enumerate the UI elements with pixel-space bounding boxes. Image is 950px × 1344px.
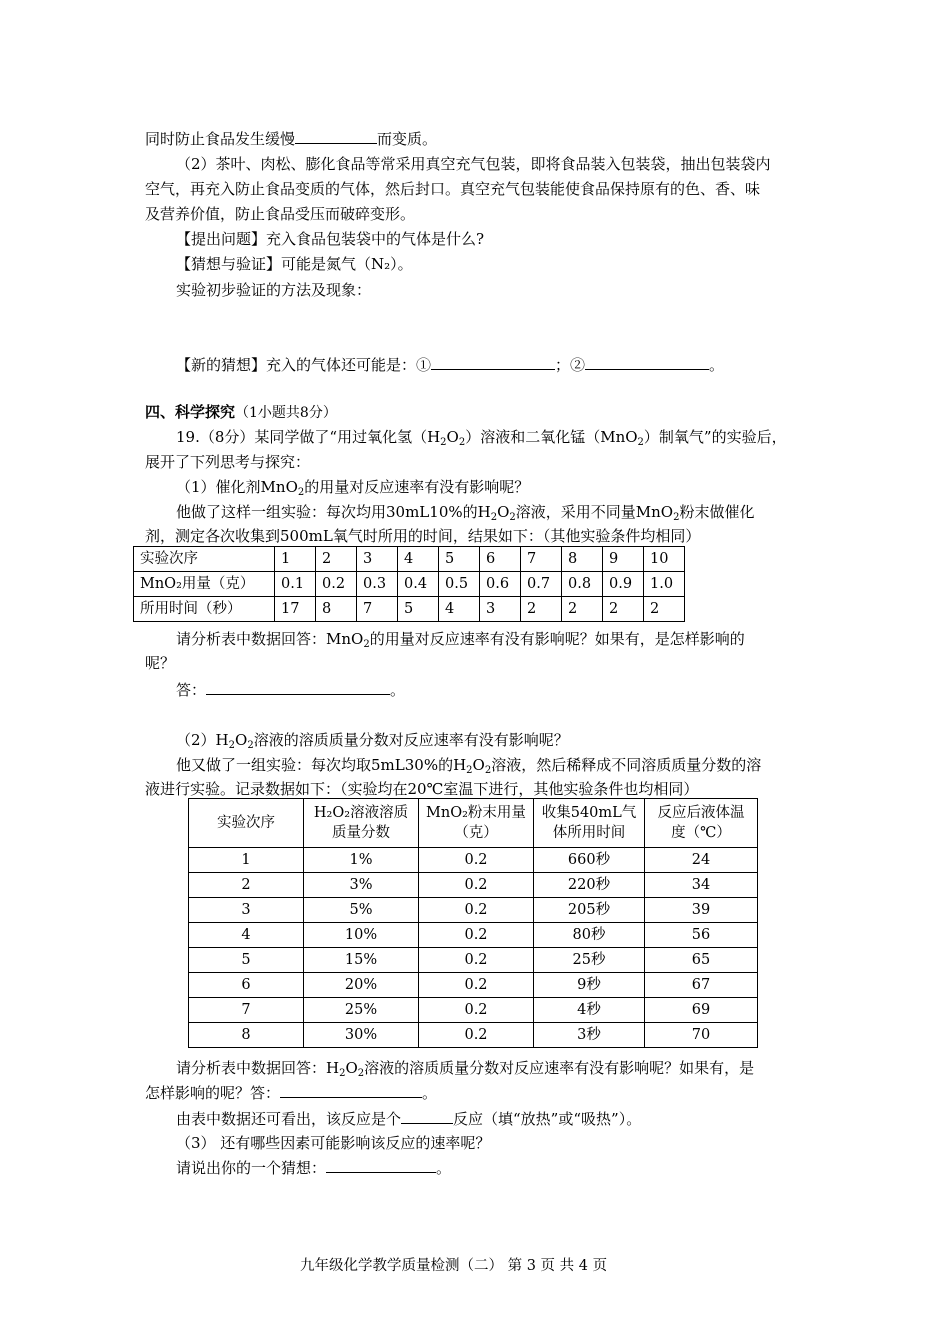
text: O [472, 756, 485, 774]
table-cell: 5 [189, 948, 304, 973]
section-heading [145, 402, 337, 423]
table-cell: 1 [275, 547, 316, 572]
table-cell: 8 [562, 547, 603, 572]
table-row [134, 572, 685, 597]
table-cell: 0.2 [419, 873, 534, 898]
sub-question-2: $(2)H_2O_2$溶液的溶质质量分数对反应速率有没有影响呢？ [176, 731, 569, 751]
text: O [235, 731, 248, 749]
table-cell: 205秒 [534, 898, 645, 923]
table-cell: 0.2 [419, 998, 534, 1023]
table-cell: 8 [316, 597, 357, 622]
guess-line: 【猜想与验证】可能是氮气（N₂）。 [176, 255, 413, 273]
text: 反应（填“放热”或“吸热”）。 [453, 1110, 642, 1128]
text: 他又做了一组实验：每次均取5mL30%的H [176, 756, 467, 774]
table-cell: MnO₂用量（克） [134, 572, 275, 597]
table-row [189, 1023, 758, 1048]
table-cell: 24 [645, 848, 758, 873]
guess-answer-line [176, 1157, 451, 1178]
question-line: 【提出问题】充入食品包装袋中的气体是什么? [176, 230, 485, 248]
text: ；② [555, 356, 586, 374]
paragraph-line: 剂，测定各次收集到500mL氧气时所用的时间，结果如下：（其他实验条件均相同） [145, 527, 701, 545]
text-line [145, 128, 437, 149]
paragraph-line: 及营养价值，防止食品受压而破碎变形。 [145, 205, 416, 223]
paragraph-line: 液进行实验。记录数据如下：（实验均在20℃室温下进行，其他实验条件也均相同） [145, 780, 699, 798]
table-cell: 660秒 [534, 848, 645, 873]
method-line: 实验初步验证的方法及现象： [176, 281, 372, 299]
h2o2-table [188, 798, 758, 1048]
table-cell: 0.7 [521, 572, 562, 597]
table-row [189, 848, 758, 873]
table-cell: 65 [645, 948, 758, 973]
section-title: 四、科学探究 [145, 403, 236, 421]
table-cell: 0.6 [480, 572, 521, 597]
header-cell: 实验次序 [189, 799, 304, 848]
table-cell: 0.2 [419, 948, 534, 973]
question-19-line: 19.（8分）某同学做了“用过氧化氢$(H_2O_2)$溶液和二氧化锰（MnO$_2$）制氧气”的实验后， [176, 428, 787, 448]
answer-blank-2[interactable] [585, 354, 709, 370]
table-cell: 3 [357, 547, 398, 572]
table-cell: 15% [304, 948, 419, 973]
table-cell: 2 [603, 597, 644, 622]
paragraph-line: （2）茶叶、肉松、膨化食品等常采用真空充气包装，即将食品装入包装袋，抽出包装袋内 [176, 155, 771, 173]
text: 怎样影响的呢？答： [145, 1084, 281, 1102]
table-cell: 56 [645, 923, 758, 948]
answer-2-line [145, 1082, 437, 1103]
table-header-row [189, 799, 758, 848]
table-cell: 34 [645, 873, 758, 898]
paragraph-line: 空气，再充入防止食品变质的气体，然后封口。真空充气包装能使食品保持原有的色、香、味 [145, 180, 761, 198]
table-cell: 6 [189, 973, 304, 998]
answer-blank[interactable] [206, 679, 390, 695]
table-cell: 4 [439, 597, 480, 622]
table-cell: 0.2 [316, 572, 357, 597]
analysis-1-line: 请分析表中数据回答：MnO$_2$的用量对反应速率有没有影响呢？如果有，是怎样影响的 [176, 630, 745, 650]
table-cell: 67 [645, 973, 758, 998]
table-cell: 20% [304, 973, 419, 998]
table-cell: 4 [398, 547, 439, 572]
header-cell: 反应后液体温 度（℃） [645, 799, 758, 848]
table-cell: 0.1 [275, 572, 316, 597]
sub-question-3: （3） 还有哪些因素可能影响该反应的速率呢？ [176, 1134, 491, 1152]
answer-blank[interactable] [326, 1157, 436, 1173]
text: ）溶液和二氧化锰（MnO [465, 428, 638, 446]
table-cell: 3% [304, 873, 419, 898]
table-cell: 70 [645, 1023, 758, 1048]
answer-blank[interactable] [401, 1108, 453, 1124]
text: 同时防止食品发生缓慢 [145, 130, 296, 148]
table-cell: 6 [480, 547, 521, 572]
table-cell: 0.2 [419, 848, 534, 873]
table-cell: 0.2 [419, 1023, 534, 1048]
text: 的用量对反应速率有没有影响呢？如果有，是怎样影响的 [369, 630, 745, 648]
header-cell: MnO₂粉末用量 （克） [419, 799, 534, 848]
table-cell: 10% [304, 923, 419, 948]
header-cell: 收集540mL气 体所用时间 [534, 799, 645, 848]
table-cell: 3 [189, 898, 304, 923]
table-row [134, 547, 685, 572]
section-note: （1小题共8分） [235, 405, 337, 421]
table-cell: 7 [357, 597, 398, 622]
experiment-2-line: 他又做了一组实验：每次均取5mL30%的$H_2O_2$溶液，然后稀释成不同溶质质量分数的溶 [176, 756, 762, 776]
text: O [345, 1059, 358, 1077]
table-cell: 30% [304, 1023, 419, 1048]
answer-1-line [176, 679, 405, 700]
text: 【新的猜想】充入的气体还可能是：① [176, 356, 432, 374]
table-cell: 5% [304, 898, 419, 923]
paragraph-line: 展开了下列思考与探究： [145, 453, 311, 471]
table-cell: 0.3 [357, 572, 398, 597]
text: 由表中数据还可看出，该反应是个 [176, 1110, 402, 1128]
text: 请说出你的一个猜想： [176, 1159, 327, 1177]
text: 溶液，然后稀释成不同溶质质量分数的溶 [491, 756, 762, 774]
text: 溶液，采用不同量MnO [515, 503, 674, 521]
table-cell: 1% [304, 848, 419, 873]
table-row [189, 898, 758, 923]
text: O [446, 428, 459, 446]
analysis-2-line: 请分析表中数据回答：$H_2O_2$溶液的溶质质量分数对反应速率有没有影响呢？如果有，是 [176, 1059, 755, 1079]
table-cell: 1.0 [644, 572, 685, 597]
text: （1）催化剂MnO [176, 478, 298, 496]
table-cell: 9秒 [534, 973, 645, 998]
table-cell: 39 [645, 898, 758, 923]
table-cell: 所用时间（秒） [134, 597, 275, 622]
paragraph-line: 呢？ [145, 654, 176, 672]
table-cell: 220秒 [534, 873, 645, 898]
table-cell: 0.5 [439, 572, 480, 597]
table-row [189, 873, 758, 898]
table-cell: 5 [439, 547, 480, 572]
reaction-type-line [176, 1108, 641, 1129]
text: 。 [390, 681, 406, 699]
table-row [134, 597, 685, 622]
answer-blank-1[interactable] [431, 354, 555, 370]
text: 请分析表中数据回答：MnO [176, 630, 364, 648]
table-row [189, 948, 758, 973]
table-cell: 7 [521, 547, 562, 572]
table-cell: 2 [316, 547, 357, 572]
text: 的用量对反应速率有没有影响呢？ [304, 478, 530, 496]
text: 答： [176, 681, 207, 699]
table-cell: 0.2 [419, 923, 534, 948]
text: 19.（8分）某同学做了“用过氧化氢（H [176, 428, 441, 446]
text: O [497, 503, 510, 521]
text: 溶液的溶质质量分数对反应速率有没有影响呢？如果有，是 [364, 1059, 755, 1077]
table-cell: 80秒 [534, 923, 645, 948]
new-guess-line [176, 354, 724, 375]
table-cell: 8 [189, 1023, 304, 1048]
table-cell: 17 [275, 597, 316, 622]
table-cell: 3秒 [534, 1023, 645, 1048]
page-footer: 九年级化学教学质量检测（二） 第 3 页 共 4 页 [300, 1258, 608, 1274]
table-cell: 0.2 [419, 898, 534, 923]
table-cell: 2 [521, 597, 562, 622]
text: 。 [422, 1084, 438, 1102]
text: 溶液的溶质质量分数对反应速率有没有影响呢？ [253, 731, 569, 749]
text: ）制氧气”的实验后， [643, 428, 787, 446]
table-cell: 4 [189, 923, 304, 948]
text: （2）H [176, 731, 229, 749]
table-cell: 0.9 [603, 572, 644, 597]
table-cell: 4秒 [534, 998, 645, 1023]
text: 而变质。 [377, 130, 438, 148]
table-cell: 2 [562, 597, 603, 622]
table-cell: 69 [645, 998, 758, 1023]
table-cell: 0.4 [398, 572, 439, 597]
text: 他做了这样一组实验：每次均用30mL10%的H [176, 503, 491, 521]
answer-blank[interactable] [295, 128, 377, 144]
table-cell: 9 [603, 547, 644, 572]
table-cell: 0.2 [419, 973, 534, 998]
text: 请分析表中数据回答：H [176, 1059, 340, 1077]
table-cell: 2 [189, 873, 304, 898]
header-cell: H₂O₂溶液溶质 质量分数 [304, 799, 419, 848]
table-row [189, 973, 758, 998]
table-cell: 7 [189, 998, 304, 1023]
table-cell: 1 [189, 848, 304, 873]
table-cell: 25% [304, 998, 419, 1023]
text: 粉末做催化 [679, 503, 755, 521]
sub-question-1: （1）催化剂MnO$_2$的用量对反应速率有没有影响呢？ [176, 478, 530, 498]
table-cell: 0.8 [562, 572, 603, 597]
experiment-1-line: 他做了这样一组实验：每次均用30mL10%的$H_2O_2$溶液，采用不同量MnO$_2$粉末做催化 [176, 503, 755, 523]
table-cell: 25秒 [534, 948, 645, 973]
text: 。 [709, 356, 725, 374]
table-row [189, 998, 758, 1023]
table-cell: 10 [644, 547, 685, 572]
table-cell: 5 [398, 597, 439, 622]
table-cell: 2 [644, 597, 685, 622]
answer-blank[interactable] [280, 1082, 422, 1098]
table-cell: 实验次序 [134, 547, 275, 572]
table-cell: 3 [480, 597, 521, 622]
mno2-table [133, 546, 685, 622]
text: 。 [436, 1159, 452, 1177]
table-row [189, 923, 758, 948]
